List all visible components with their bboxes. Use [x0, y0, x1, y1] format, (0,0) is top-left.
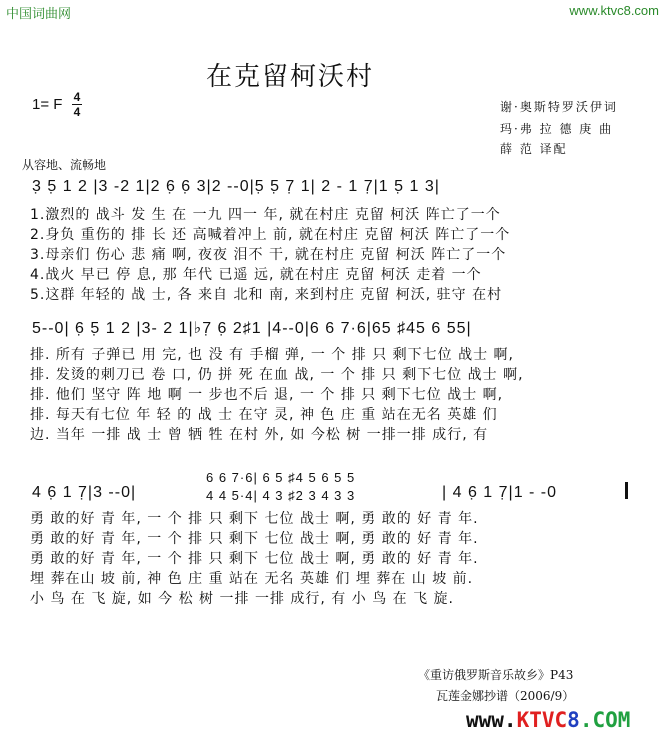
credit-composer: 玛·弗 拉 德 庚 曲	[500, 122, 614, 136]
lyric-line: 1.激烈的 战斗 发 生 在 一九 四一 年, 就在村庄 克留 柯沃 阵亡了一个	[30, 207, 501, 223]
key-signature: 1= F	[32, 96, 63, 113]
credit-lyricist: 谢·奥斯特罗沃伊词	[500, 100, 618, 114]
time-sig-top: 4	[73, 90, 81, 104]
lyric-line: 排. 每天有七位 年 轻 的 战 士 在守 灵, 神 色 庄 重 站在无名 英雄 们	[30, 407, 498, 423]
time-sig-bottom: 4	[73, 105, 81, 119]
final-barline	[625, 482, 628, 499]
time-signature	[72, 91, 82, 118]
credit-translator: 薛 范 译配	[500, 142, 568, 156]
site-name[interactable]: 中国词曲网	[6, 7, 72, 22]
logo-www: www.	[466, 708, 517, 732]
logo-com: .COM	[579, 708, 631, 732]
notation-line-1: 3̣ 5̣ 1 2 |3 -2 1|2 6̣ 6̣ 3|2 --0|5̣ 5̣ 7̣ 1| 2 - 1 7̣|1 5̣ 1 3|	[32, 178, 440, 195]
lyric-line: 2.身负 重伤的 排 长 还 高喊着冲上 前, 就在村庄 克留 柯沃 阵亡了一个	[30, 227, 511, 243]
harmony-upper: 6 6 7·6| 6 5 ♯4 5 6 5 5	[206, 470, 356, 485]
lyric-line: 3.母亲们 伤心 悲 痛 啊, 夜夜 泪不 干, 就在村庄 克留 柯沃 阵亡了一个	[30, 247, 507, 263]
lyric-line: 排. 他们 坚守 阵 地 啊 一 步也不后 退, 一 个 排 只 剩下七位 战士 啊,	[30, 387, 504, 403]
song-title: 在克留柯沃村	[206, 62, 375, 92]
lyric-line: 边. 当年 一排 战 士 曾 牺 牲 在村 外, 如 今松 树 一排一排 成行, 有	[30, 427, 489, 443]
logo-eight: 8	[567, 708, 580, 732]
logo-ktv: KTV	[516, 708, 555, 732]
logo-c: C	[554, 708, 568, 732]
lyric-line: 排. 发烫的刺刀已 卷 口, 仍 拼 死 在血 战, 一 个 排 只 剩下七位 战士 啊,	[30, 367, 524, 383]
tempo-marking: 从容地、流畅地	[22, 158, 107, 172]
harmony-lower: 4 4 5·4| 4 3 ♯2 3 4 3 3	[206, 488, 356, 503]
lyric-line: 埋 葬在山 坡 前, 神 色 庄 重 站在 无名 英雄 们 埋 葬在 山 坡 前.	[30, 571, 474, 587]
lyric-line: 勇 敢的好 青 年, 一 个 排 只 剩下 七位 战士 啊, 勇 敢的 好 青 年.	[30, 531, 479, 547]
lyric-line: 4.战火 早已 停 息, 那 年代 已遥 远, 就在村庄 克留 柯沃 走着 一个	[30, 267, 482, 283]
notation-line-3-end: | 4 6̣ 1 7̣|1 - -0	[442, 484, 558, 501]
notation-line-2: 5--0| 6̣ 5̣ 1 2 |3- 2 1|♭7̣ 6̣ 2♯1 |4--0|6 6 7·6|65 ♯45 6 55|	[32, 320, 472, 337]
source-transcriber: 瓦莲金娜抄谱（2006/9）	[436, 689, 575, 703]
lyric-line: 排. 所有 子弹已 用 完, 也 没 有 手榴 弹, 一 个 排 只 剩下七位 战士 啊,	[30, 347, 515, 363]
lyric-line: 小 鸟 在 飞 旋, 如 今 松 树 一排 一排 成行, 有 小 鸟 在 飞 旋.	[30, 591, 455, 607]
lyric-line: 5.这群 年轻的 战 士, 各 来自 北和 南, 来到村庄 克留 柯沃, 驻守 在村	[30, 287, 503, 303]
site-logo[interactable]	[466, 708, 630, 732]
lyric-line: 勇 敢的好 青 年, 一 个 排 只 剩下 七位 战士 啊, 勇 敢的 好 青 年.	[30, 511, 479, 527]
notation-line-3: 4 6̣ 1 7̣|3 --0|	[32, 484, 137, 501]
site-url[interactable]: www.ktvc8.com	[569, 3, 659, 18]
source-book: 《重访俄罗斯音乐故乡》P43	[418, 668, 574, 682]
lyric-line: 勇 敢的好 青 年, 一 个 排 只 剩下 七位 战士 啊, 勇 敢的 好 青 年.	[30, 551, 479, 567]
